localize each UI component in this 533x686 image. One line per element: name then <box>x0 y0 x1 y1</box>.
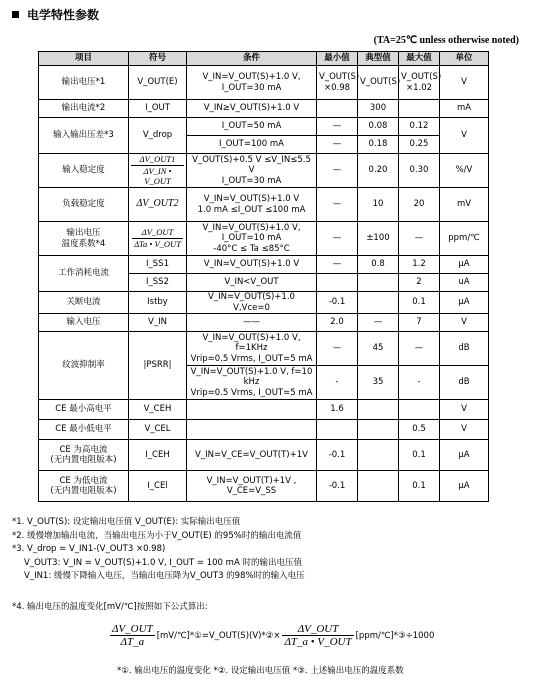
min-cell <box>317 274 358 292</box>
typ-cell: ±100 <box>358 222 399 256</box>
typ-cell: 0.18 <box>358 136 399 154</box>
table-row <box>39 118 489 136</box>
footnote-4: *4. 输出电压的温度变化[mV/℃]按照如下公式算出: <box>12 602 208 612</box>
unit-cell: V <box>440 66 489 100</box>
item-line: CE 为高电流 <box>59 444 108 455</box>
item-cell: 输出电流*2 <box>39 100 129 118</box>
fraction-denominator: ΔT_a <box>120 636 145 648</box>
condition-cell: V_IN=V_OUT(S)+1.0 V,Vce=0 <box>187 292 317 314</box>
item-cell: 输出电压*1 <box>39 66 129 100</box>
unit-cell: μA <box>440 440 489 471</box>
max-cell <box>399 100 440 118</box>
item-cell: 关断电流 <box>39 292 129 314</box>
unit-cell: uA <box>440 274 489 292</box>
table-row <box>39 400 489 420</box>
symbol-cell: V_CEH <box>129 400 187 420</box>
table-row <box>39 100 489 118</box>
table-row <box>39 154 489 188</box>
min-cell <box>317 420 358 440</box>
table-row <box>39 440 489 471</box>
item-cell <box>39 471 129 502</box>
max-cell: 0.12 <box>399 118 440 136</box>
condition-line: V_IN=V_OUT(S)+1.0 V, I_OUT=10 mA <box>202 222 301 244</box>
header-cell: 项目 <box>39 52 129 66</box>
min-cell: 1.6 <box>317 400 358 420</box>
footnote: *2. 缓慢增加输出电流，当输出电压为小于V_OUT(E) 的95%时的输出电流值 <box>12 530 302 541</box>
fraction <box>131 154 184 187</box>
item-line: 输出电压 <box>66 227 101 238</box>
fraction-denominator: ΔT_a • V_OUT <box>284 636 352 648</box>
typ-cell: V_OUT(S) <box>358 66 399 100</box>
fraction-denominator: ΔV_IN • V_OUT <box>143 165 172 187</box>
item-cell: 工作消耗电流 <box>39 256 129 292</box>
min-cell: V_OUT(S) ×0.98 <box>317 66 358 100</box>
typ-cell <box>358 420 399 440</box>
typ-cell: 0.08 <box>358 118 399 136</box>
typ-cell: 35 <box>358 366 399 400</box>
symbol-cell: Istby <box>129 292 187 314</box>
header-cell: 条件 <box>187 52 317 66</box>
min-cell: — <box>317 188 358 222</box>
max-cell: 2 <box>399 274 440 292</box>
symbol-cell: V_drop <box>129 118 187 154</box>
condition-cell: I_OUT=100 mA <box>187 136 317 154</box>
condition-cell: —— <box>187 314 317 332</box>
item-line: CE 为低电流 <box>59 475 108 486</box>
item-line: 温度系数*4 <box>61 238 106 249</box>
typ-cell <box>358 274 399 292</box>
condition-line: V_IN=V_OUT(S)+1.0 V, f=1KHz <box>202 332 301 354</box>
condition-cell <box>187 366 317 400</box>
min-cell: — <box>317 136 358 154</box>
max-cell <box>399 400 440 420</box>
symbol-cell: V_IN <box>129 314 187 332</box>
condition-cell <box>187 400 317 420</box>
fraction-numerator: ΔV_OUT1 <box>131 154 184 166</box>
unit-cell: dB <box>440 366 489 400</box>
condition-cell <box>187 154 317 188</box>
condition-line: I_OUT=30 mA <box>221 175 282 186</box>
min-cell: -0.1 <box>317 471 358 502</box>
max-cell: 0.5 <box>399 420 440 440</box>
symbol-cell: V_CEL <box>129 420 187 440</box>
max-cell: 7 <box>399 314 440 332</box>
footnote: V_OUT3: V_IN = V_OUT(S)+1.0 V, I_OUT = 100 mA 时的输出电压值 <box>24 557 302 568</box>
condition-cell: V_IN=V_OUT(S)+1.0 V <box>187 256 317 274</box>
unit-cell: V <box>440 400 489 420</box>
item-cell <box>39 222 129 256</box>
table-header-row <box>39 52 489 66</box>
symbol-cell: V_OUT(E) <box>129 66 187 100</box>
condition-cell: V_IN=V_OUT(S)+1.0 V, I_OUT=30 mA <box>187 66 317 100</box>
max-cell: V_OUT(S) ×1.02 <box>399 66 440 100</box>
unit-cell: mV <box>440 188 489 222</box>
item-cell: 输入稳定度 <box>39 154 129 188</box>
item-cell: 纹波抑制率 <box>39 332 129 400</box>
table-row <box>39 314 489 332</box>
symbol-cell <box>129 154 187 188</box>
typ-cell: 45 <box>358 332 399 366</box>
condition-cell: V_IN=V_OUT(T)+1V , V_CE=V_SS <box>187 471 317 502</box>
fraction <box>132 227 183 249</box>
table-row <box>39 222 489 256</box>
min-cell: 2.0 <box>317 314 358 332</box>
condition-line: V_IN=V_OUT(S)+1.0 V <box>203 193 300 204</box>
symbol-cell: |PSRR| <box>129 332 187 400</box>
condition-cell: V_IN≥V_OUT(S)+1.0 V <box>187 100 317 118</box>
condition-cell <box>187 188 317 222</box>
item-cell: CE 最小低电平 <box>39 420 129 440</box>
max-cell: 0.1 <box>399 440 440 471</box>
item-cell: 输入电压 <box>39 314 129 332</box>
condition-cell: I_OUT=50 mA <box>187 118 317 136</box>
table-row <box>39 332 489 366</box>
condition-line: 1.0 mA ≤I_OUT ≤100 mA <box>197 204 306 215</box>
unit-cell: μA <box>440 256 489 274</box>
condition-cell <box>187 420 317 440</box>
footnotes <box>12 516 305 584</box>
condition-line: Vrip=0.5 Vrms, I_OUT=5 mA <box>190 388 313 399</box>
max-cell: 0.1 <box>399 292 440 314</box>
max-cell: 1.2 <box>399 256 440 274</box>
typ-cell: 300 <box>358 100 399 118</box>
footnote: V_IN1: 缓慢下降输入电压，当输出电压降为V_OUT3 的98%时的输入电压 <box>24 571 305 581</box>
table-row <box>39 471 489 502</box>
temperature-formula <box>110 623 434 648</box>
min-cell: — <box>317 256 358 274</box>
min-cell: - <box>317 366 358 400</box>
unit-cell: ppm/℃ <box>440 222 489 256</box>
formula-middle: [mV/℃]*①=V_OUT(S)(V)*②× <box>156 630 281 641</box>
symbol-cell: I_SS2 <box>129 274 187 292</box>
footnote: *1. V_OUT(S): 设定输出电压值 V_OUT(E): 实际输出电压值 <box>12 517 241 527</box>
condition-line: V_IN=V_OUT(S)+1.0 V, f=10 kHz <box>190 366 313 388</box>
fraction-denominator: ΔTa • V_OUT <box>134 239 181 249</box>
condition-cell: V_IN=V_CE=V_OUT(T)+1V <box>187 440 317 471</box>
condition-cell <box>187 332 317 366</box>
formula-legend: *①. 输出电压的温度变化 *②. 设定输出电压值 *③. 上述输出电压的温度系数 <box>117 666 404 676</box>
symbol-cell: I_CEl <box>129 471 187 502</box>
bullet-square-icon <box>12 11 19 18</box>
item-cell <box>39 440 129 471</box>
fraction-numerator: ΔV_OUT <box>112 623 153 635</box>
typ-cell: 0.20 <box>358 154 399 188</box>
max-cell: — <box>399 222 440 256</box>
max-cell: — <box>399 332 440 366</box>
symbol-cell: ΔV_OUT2 <box>129 188 187 222</box>
typ-cell <box>358 471 399 502</box>
min-cell: -0.1 <box>317 292 358 314</box>
min-cell: — <box>317 154 358 188</box>
unit-cell: V <box>440 118 489 154</box>
condition-line: -40°C ≤ Ta ≤85°C <box>213 243 290 254</box>
table-row <box>39 292 489 314</box>
typ-cell: — <box>358 314 399 332</box>
max-cell: 20 <box>399 188 440 222</box>
typ-cell <box>358 440 399 471</box>
min-cell: — <box>317 118 358 136</box>
max-cell: 0.25 <box>399 136 440 154</box>
table-row <box>39 66 489 100</box>
unit-cell: μA <box>440 471 489 502</box>
table-row <box>39 420 489 440</box>
item-cell: CE 最小高电平 <box>39 400 129 420</box>
item-line: (无内置电阻版本) <box>50 455 117 466</box>
condition-cell: V_IN<V_OUT <box>187 274 317 292</box>
symbol-cell: I_CEH <box>129 440 187 471</box>
typ-cell: 10 <box>358 188 399 222</box>
header-cell: 最大值 <box>399 52 440 66</box>
max-cell: 0.30 <box>399 154 440 188</box>
formula-end: [ppm/℃]*③÷1000 <box>355 630 435 641</box>
table-row <box>39 188 489 222</box>
condition-line: Vrip=0.5 Vrms, I_OUT=5 mA <box>190 354 313 365</box>
typ-cell <box>358 292 399 314</box>
min-cell: — <box>317 222 358 256</box>
symbol-cell <box>129 222 187 256</box>
spec-table <box>38 51 489 502</box>
min-cell: — <box>317 332 358 366</box>
section-title: 电学特性参数 <box>12 6 99 23</box>
header-cell: 单位 <box>440 52 489 66</box>
fraction-numerator: ΔV_OUT <box>282 623 353 636</box>
footnote: *3. V_drop = V_IN1-(V_OUT3 ×0.98) <box>12 544 166 554</box>
fraction-numerator: ΔV_OUT <box>132 227 183 239</box>
test-condition: (TA=25℃ unless otherwise noted) <box>373 35 519 46</box>
symbol-cell: I_SS1 <box>129 256 187 274</box>
typ-cell <box>358 400 399 420</box>
item-line: (无内置电阻版本) <box>50 486 117 497</box>
max-cell: - <box>399 366 440 400</box>
min-cell <box>317 100 358 118</box>
max-cell: 0.1 <box>399 471 440 502</box>
header-cell: 符号 <box>129 52 187 66</box>
condition-cell <box>187 222 317 256</box>
unit-cell: V <box>440 314 489 332</box>
unit-cell: V <box>440 420 489 440</box>
header-cell: 最小值 <box>317 52 358 66</box>
symbol-cell: I_OUT <box>129 100 187 118</box>
header-cell: 典型值 <box>358 52 399 66</box>
item-cell: 输入输出压差*3 <box>39 118 129 154</box>
fraction <box>110 623 155 648</box>
table-row <box>39 256 489 274</box>
unit-cell: mA <box>440 100 489 118</box>
min-cell: -0.1 <box>317 440 358 471</box>
item-cell: 负载稳定度 <box>39 188 129 222</box>
unit-cell: dB <box>440 332 489 366</box>
typ-cell: 0.8 <box>358 256 399 274</box>
condition-line: V_OUT(S)+0.5 V ≤V_IN≤5.5 V <box>192 154 311 176</box>
unit-cell: %/V <box>440 154 489 188</box>
fraction <box>282 623 353 648</box>
unit-cell: μA <box>440 292 489 314</box>
